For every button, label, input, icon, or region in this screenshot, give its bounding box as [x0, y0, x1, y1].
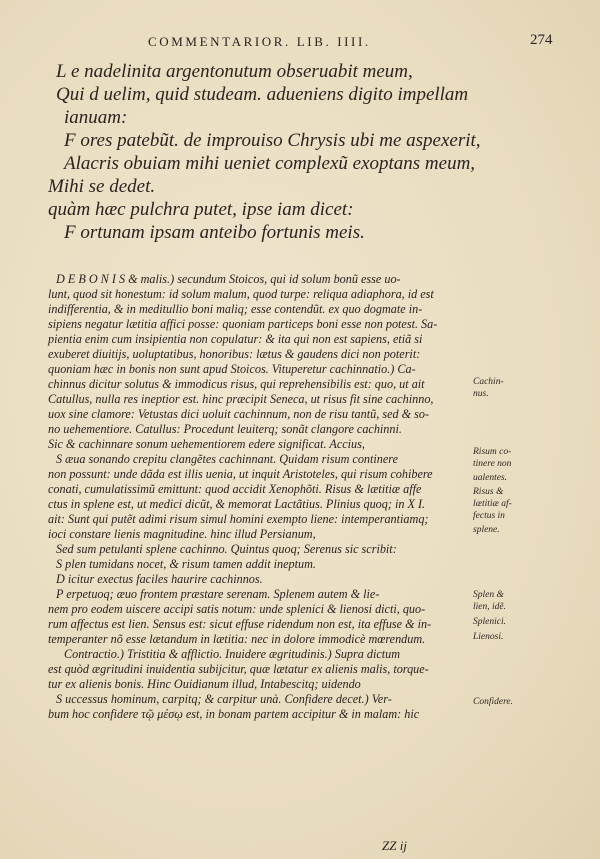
commentary-line: chinnus dicitur solutus & immodicus risus, qui reprehensibilis est: quo, ut ait	[48, 377, 425, 391]
margin-note: Splenici.	[473, 617, 506, 627]
commentary-line: P erpetuoq; æuo frontem præstare serenam. Splenem autem & lie-	[56, 587, 380, 601]
verse-line: ianuam:	[64, 107, 128, 128]
commentary-block	[48, 272, 468, 722]
margin-note: lætitiæ af-	[473, 499, 512, 509]
commentary-line: pientia enim cum insipientia non copulatur: & ita qui non est sapiens, etiã si	[48, 332, 423, 346]
commentary-line: quoniam hæc in bonis non sunt apud Stoicos. Vituperetur cachinnatio.) Ca-	[48, 362, 416, 376]
margin-note: fectus in	[473, 511, 505, 521]
running-title: COMMENTARIOR. LIB. IIII.	[148, 34, 371, 49]
commentary-line: S uccessus hominum, carpitq; & carpitur unà. Confidere decet.) Ver-	[56, 692, 392, 706]
margin-note: Splen &	[473, 590, 504, 600]
margin-note: tinere non	[473, 459, 512, 469]
commentary-line: D E B O N I S & malis.) secundum Stoicos, qui id solum bonũ esse uo-	[56, 272, 401, 286]
verse-line: Mihi se dedet.	[48, 176, 156, 197]
commentary-line: bum hoc confidere τῷ μέσῳ est, in bonam partem accipitur & in malam: hic	[48, 707, 420, 721]
verse-line: Alacris obuiam mihi ueniet complexũ exoptans meum,	[64, 153, 476, 174]
margin-note: Lienosi.	[473, 632, 504, 642]
commentary-line: Sed sum petulanti splene cachinno. Quintus quoq; Serenus sic scribit:	[56, 542, 397, 556]
commentary-line: S plen tumidans nocet, & risum tamen addit ineptum.	[56, 557, 316, 571]
margin-note: Risum co-	[473, 447, 512, 457]
commentary-line: tur ex alienis bonis. Hinc Ouidianum illud, Intabescitq; uidendo	[48, 677, 361, 691]
signature-mark: ZZ ij	[382, 838, 407, 853]
margin-note: ualentes.	[473, 473, 508, 483]
commentary-line: ioci constare lienis magnitudine. hinc illud Persianum,	[48, 527, 316, 541]
margin-note: splene.	[473, 525, 500, 535]
margin-note: nus.	[473, 389, 489, 399]
commentary-line: Sic & cachinnare sonum uehementiorem edere significat. Accius,	[48, 437, 365, 451]
commentary-line: lunt, quod sit honestum: id solum malum, quod turpe: reliqua adiaphora, id est	[48, 287, 434, 301]
verse-line: L e nadelinita argentonutum obseruabit meum,	[56, 61, 413, 82]
commentary-line: est quòd ægritudini inuidentia subijcitur, quæ lætatur ex alienis malis, torque-	[48, 662, 429, 676]
commentary-line: Contractio.) Tristitia & afflictio. Inuidere ægritudinis.) Supra dictum	[64, 647, 401, 661]
commentary-line: rum affectus est lien. Sensus est: sicut effuse ridendum non est, ita effuse & in-	[48, 617, 432, 631]
commentary-line: D icitur exectus faciles haurire cachinnos.	[56, 572, 263, 586]
commentary-line: sipiens negatur lætitia affici posse: quoniam particeps boni esse non potest. Sa-	[48, 317, 438, 331]
verse-line: F ortunam ipsam anteibo fortunis meis.	[64, 222, 365, 243]
commentary-line: ctus in splene est, ut medici dicũt, & memorat Lactãtius. Plinius quoq; in X I.	[48, 497, 426, 511]
margin-note: Confidere.	[473, 697, 514, 707]
commentary-line: ait: Sunt qui putẽt adimi risum simul homini exempto liene: intemperantiamq;	[48, 512, 429, 526]
verse-line: F ores patebũt. de improuiso Chrysis ubi me aspexerit,	[64, 130, 481, 151]
commentary-line: exuberet diuitijs, uoluptatibus, honoribus: lætus & gaudens dici non poterit:	[48, 347, 421, 361]
margin-note: lien, idẽ.	[473, 602, 506, 612]
margin-note: Cachin-	[473, 377, 504, 387]
margin-note: Risus &	[473, 487, 504, 497]
verse-line: quàm hæc pulchra putet, ipse iam dicet:	[48, 199, 354, 220]
commentary-line: Catullus, nulla res ineptior est. hinc præcipit Seneca, ut risus fit sine cachinno,	[48, 392, 434, 406]
verse-line: Qui d uelim, quid studeam. adueniens digito impellam	[56, 84, 469, 105]
commentary-line: uox sine clamore: Vetustas dici uoluit cachinnum, non de risu tantũ, sed & so-	[48, 407, 430, 421]
page-number: 274	[530, 32, 553, 48]
commentary-line: indifferentia, & in meditullio boni maliq; esse contendũt. ex quo dogmate in-	[48, 302, 423, 316]
commentary-line: no uehementiore. Catullus: Procedunt leuiterq; sonãt clangore cachinni.	[48, 422, 402, 436]
commentary-line: nem pro eodem uiscere accipi satis notum: unde splenici & lienosi dicti, quo-	[48, 602, 426, 616]
commentary-line: conati, cumulatissimũ emittunt: quod accidit Xenophõti. Risus & lætitiæ affe	[48, 482, 422, 496]
commentary-line: S æua sonando crepitu clangẽtes cachinnant. Quidam risum continere	[56, 452, 398, 466]
commentary-line: temperanter nõ esse lætandum in lætitia: nec in dolore immodicè mœrendum.	[48, 632, 426, 646]
commentary-line: non possunt: unde dãda est illis uenia, ut inquit Aristoteles, qui risum cohibere	[48, 467, 433, 481]
